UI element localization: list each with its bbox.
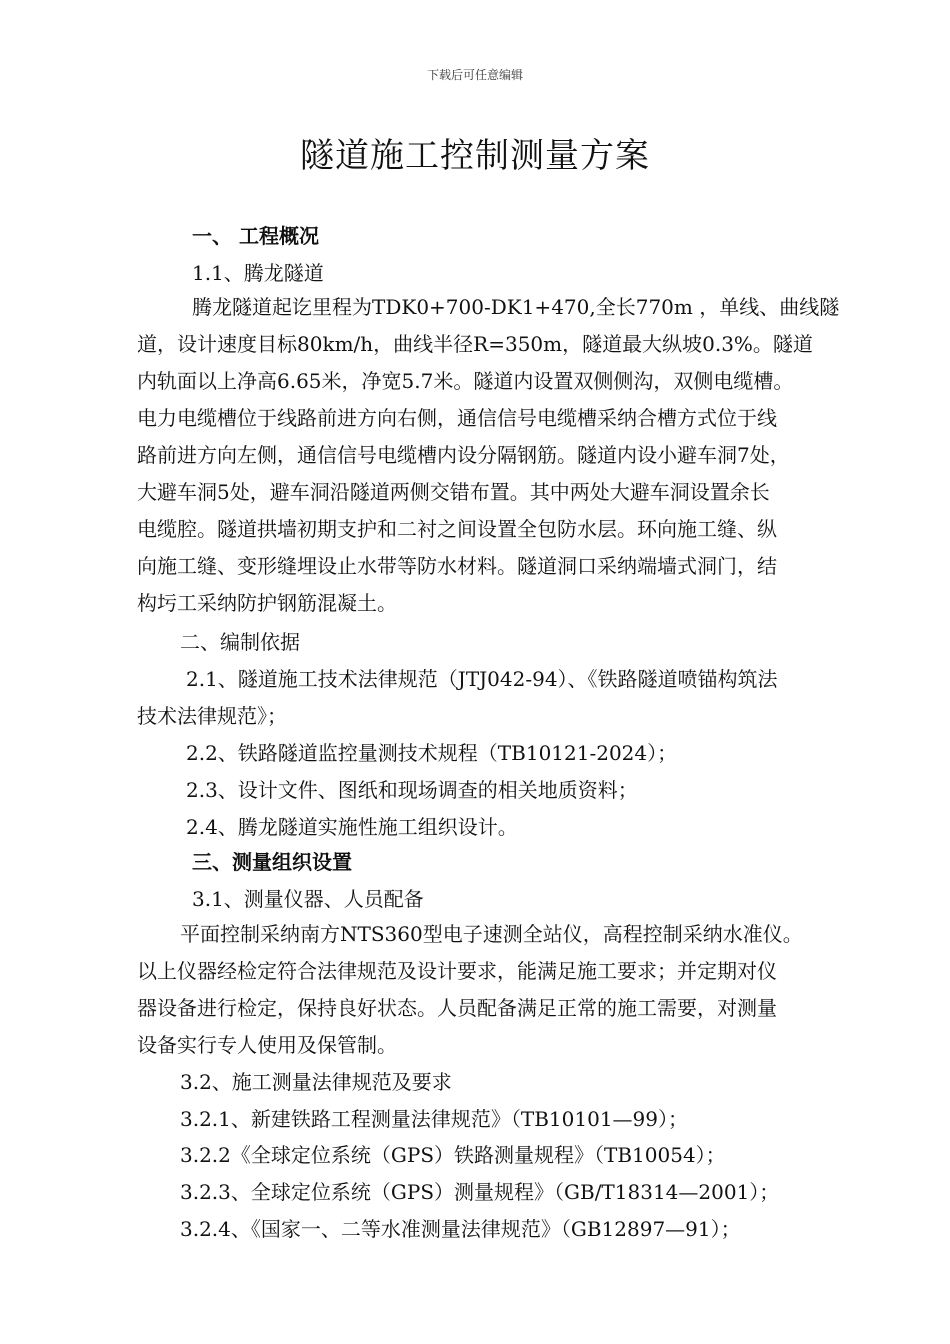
list-item: 2.3、设计文件、图纸和现场调查的相关地质资料； xyxy=(186,778,638,802)
subsection-heading: 3.2、施工测量法律规范及要求 xyxy=(180,1070,452,1094)
list-item: 3.2.3、全球定位系统（GPS）测量规程》（GB/T18314—2001）； xyxy=(180,1180,780,1204)
paragraph-line: 内轨面以上净高6.65米，净宽5.7米。隧道内设置双侧侧沟，双侧电缆槽。 xyxy=(137,369,794,393)
paragraph-line: 构圬工采纳防护钢筋混凝土。 xyxy=(137,591,397,615)
list-item: 3.2.1、新建铁路工程测量法律规范》（TB10101—99）； xyxy=(180,1107,688,1131)
document-title: 隧道施工控制测量方案 xyxy=(300,136,650,176)
list-item: 3.2.4、《国家一、二等水准测量法律规范》（GB12897—91）； xyxy=(180,1217,741,1241)
list-item: 3.2.2《全球定位系统（GPS）铁路测量规程》（TB10054）； xyxy=(180,1143,726,1167)
header-note: 下载后可任意编辑 xyxy=(426,68,523,82)
list-item-continuation: 技术法律规范》； xyxy=(137,704,287,728)
subsection-heading: 3.1、测量仪器、人员配备 xyxy=(192,887,424,911)
paragraph-line: 以上仪器经检定符合法律规范及设计要求，能满足施工要求；并定期对仪 xyxy=(137,959,777,983)
paragraph-line: 道，设计速度目标80km/h，曲线半径R=350m，隧道最大纵坡0.3%。隧道 xyxy=(137,332,813,356)
paragraph-line: 腾龙隧道起讫里程为TDK0+700-DK1+470,全长770m ，单线、曲线隧 xyxy=(192,295,840,319)
paragraph-line: 大避车洞5处，避车洞沿隧道两侧交错布置。其中两处大避车洞设置余长 xyxy=(137,480,770,504)
list-item: 2.2、铁路隧道监控量测技术规程（TB10121-2024）； xyxy=(186,741,678,765)
paragraph-line: 设备实行专人使用及保管制。 xyxy=(137,1033,397,1057)
paragraph-line: 电力电缆槽位于线路前进方向右侧，通信信号电缆槽采纳合槽方式位于线 xyxy=(137,406,777,430)
paragraph-line: 器设备进行检定，保持良好状态。人员配备满足正常的施工需要，对测量 xyxy=(137,996,777,1020)
section-heading-organization: 三、测量组织设置 xyxy=(192,850,352,874)
subsection-heading: 1.1、腾龙隧道 xyxy=(192,261,324,285)
section-heading-overview: 一、 工程概况 xyxy=(192,224,319,248)
paragraph-line: 向施工缝、变形缝埋设止水带等防水材料。隧道洞口采纳端墙式洞门，结 xyxy=(137,554,777,578)
section-heading-basis: 二、编制依据 xyxy=(180,630,300,654)
paragraph-line: 路前进方向左侧，通信信号电缆槽内设分隔钢筋。隧道内设小避车洞7处， xyxy=(137,443,790,467)
paragraph-line: 电缆腔。隧道拱墙初期支护和二衬之间设置全包防水层。环向施工缝、纵 xyxy=(137,517,777,541)
list-item: 2.4、腾龙隧道实施性施工组织设计。 xyxy=(186,815,518,839)
paragraph-line: 平面控制采纳南方NTS360型电子速测全站仪，高程控制采纳水准仪。 xyxy=(180,922,803,946)
list-item: 2.1、隧道施工技术法律规范（JTJ042-94）、《铁路隧道喷锚构筑法 xyxy=(186,667,778,691)
